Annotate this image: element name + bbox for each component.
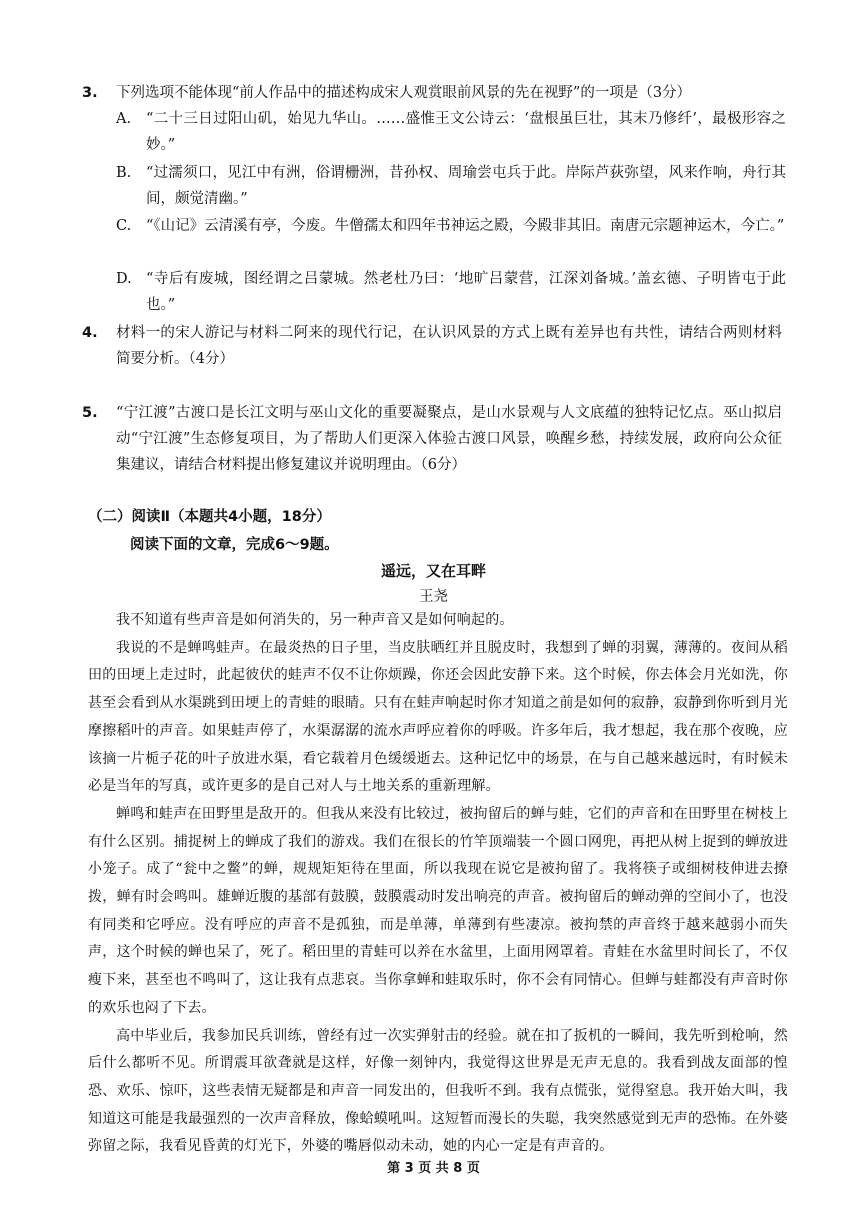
option-text: “《山记》云清溪有亭，今废。牛僧孺太和四年书神运之殿，今殿非其旧。南唐元宗题神运木，今亡。” (146, 218, 785, 234)
article-title: 遥远，又在耳畔 (380, 562, 486, 580)
section-instruction: 阅读下面的文章，完成6～9题。 (130, 537, 339, 553)
article-paragraph: 我不知道有些声音是如何消失的，另一种声音又是如何响起的。 (116, 612, 514, 628)
page-number: 第 3 页 共 8 页 (387, 1161, 480, 1176)
option-label: B. (116, 165, 132, 181)
question-number: 5. (82, 405, 98, 421)
question-stem: 下列选项不能体现“前人作品中的描述构成宋人观赏眼前风景的先在视野”的一项是（3分） (116, 85, 692, 101)
option-b (116, 160, 786, 212)
question-text: 材料一的宋人游记与材料二阿来的现代行记，在认识风景的方式上既有差异也有共性，请结合两则材料简要分析。（4分） (116, 325, 782, 367)
option-text: “寺后有废城，图经谓之吕蒙城。然老杜乃曰：‘地旷吕蒙营，江深刘备城。’盖玄德、子明皆屯于此也。” (146, 271, 786, 313)
article-paragraph: 高中毕业后，我参加民兵训练，曾经有过一次实弹射击的经验。就在扣了扳机的一瞬间，我先听到枪响，然后什么都听不见。所谓震耳欲聋就是这样，好像一刻钟内，我觉得这世界是无声无息的。我看到战友面部的惶恐、欢乐、惊吓，这些表情无疑都是和声音一同发出的，但我听不到。我有点慌张，觉得窒息。我开始大叫，我知道这可能是我最强烈的一次声音释放，像蛤蟆吼叫。这短暂而漫长的失聪，我突然感觉到无声的恐怖。在外婆弥留之际，我看见昏黄的灯光下，外婆的嘴唇似动未动，她的内心一定是有声音的。 (88, 1027, 788, 1155)
article-paragraph: 我说的不是蝉鸣蛙声。在最炎热的日子里，当皮肤晒红并且脱皮时，我想到了蝉的羽翼，薄薄的。夜间从稻田的田埂上走过时，此起彼伏的蛙声不仅不让你烦躁，你还会因此安静下来。这个时候，你去体会月光如洗，你甚至会看到从水渠跳到田埂上的青蛙的眼睛。只有在蛙声响起时你才知道之前是如何的寂静，寂静到你听到月光摩擦稻叶的声音。如果蛙声停了，水渠潺潺的流水声呼应着你的呼吸。许多年后，我才想起，我在那个夜晚，应该摘一片栀子花的叶子放进水渠，看它载着月色缓缓逝去。这种记忆中的场景，在与自己越来越远时，有时候未必是当年的写真，或许更多的是自己对人与土地关系的重新理解。 (88, 639, 788, 795)
article-body (88, 607, 788, 1161)
option-text: “二十三日过阳山矶，始见九华山。……盛惟王文公诗云：‘盘根虽巨壮，其末乃修纤’，最极形容之妙。” (146, 111, 786, 153)
article-paragraph: 蝉鸣和蛙声在田野里是敌开的。但我从来没有比较过，被拘留后的蝉与蛙，它们的声音和在田野里在树枝上有什么区别。捕捉树上的蝉成了我们的游戏。我们在很长的竹竿顶端装一个圆口网兜，再把从树上捉到的蝉放进小笼子。成了“瓮中之鳖”的蝉，规规矩矩待在里面，所以我现在说它是被拘留了。我将筷子或细树枝伸进去撩拨，蝉有时会鸣叫。雄蝉近腹的基部有鼓膜，鼓膜震动时发出响亮的声音。被拘留后的蝉动弹的空间小了，也没有同类和它呼应。没有呼应的声音不是孤独，而是单薄，单薄到有些凄凉。被拘禁的声音终于越来越弱小而失声，这个时候的蝉也呆了，死了。稻田里的青蛙可以养在水盆里，上面用网罩着。青蛙在水盆里时间长了，不仅瘦下来，甚至也不鸣叫了，这让我有点悲哀。当你拿蝉和蛙取乐时，你不会有同情心。但蝉与蛙都没有声音时你的欢乐也闷了下去。 (88, 805, 788, 1016)
section-heading: （二）阅读Ⅱ（本题共4小题，18分） (88, 509, 331, 525)
question-3 (82, 80, 782, 106)
option-label: C. (116, 218, 132, 234)
option-label: A. (116, 111, 132, 127)
question-4 (82, 320, 782, 372)
question-number: 3. (82, 85, 98, 101)
option-a (116, 106, 786, 158)
article-author: 王尧 (419, 589, 448, 605)
question-number: 4. (82, 325, 98, 341)
option-d (116, 266, 786, 318)
option-text: “过濡须口，见江中有洲，俗谓栅洲，昔孙权、周瑜尝屯兵于此。岸际芦荻弥望，风来作响，舟行其间，颇觉清幽。” (146, 165, 786, 207)
question-5 (82, 400, 782, 478)
option-label: D. (116, 271, 132, 287)
question-text: “宁江渡”古渡口是长江文明与巫山文化的重要凝聚点，是山水景观与人文底蕴的独特记忆点。巫山拟启动“宁江渡”生态修复项目，为了帮助人们更深入体验古渡口风景，唤醒乡愁，持续发展，政府向公众征集建议，请结合材料提出修复建议并说明理由。（6分） (116, 405, 782, 473)
option-c (116, 213, 786, 239)
